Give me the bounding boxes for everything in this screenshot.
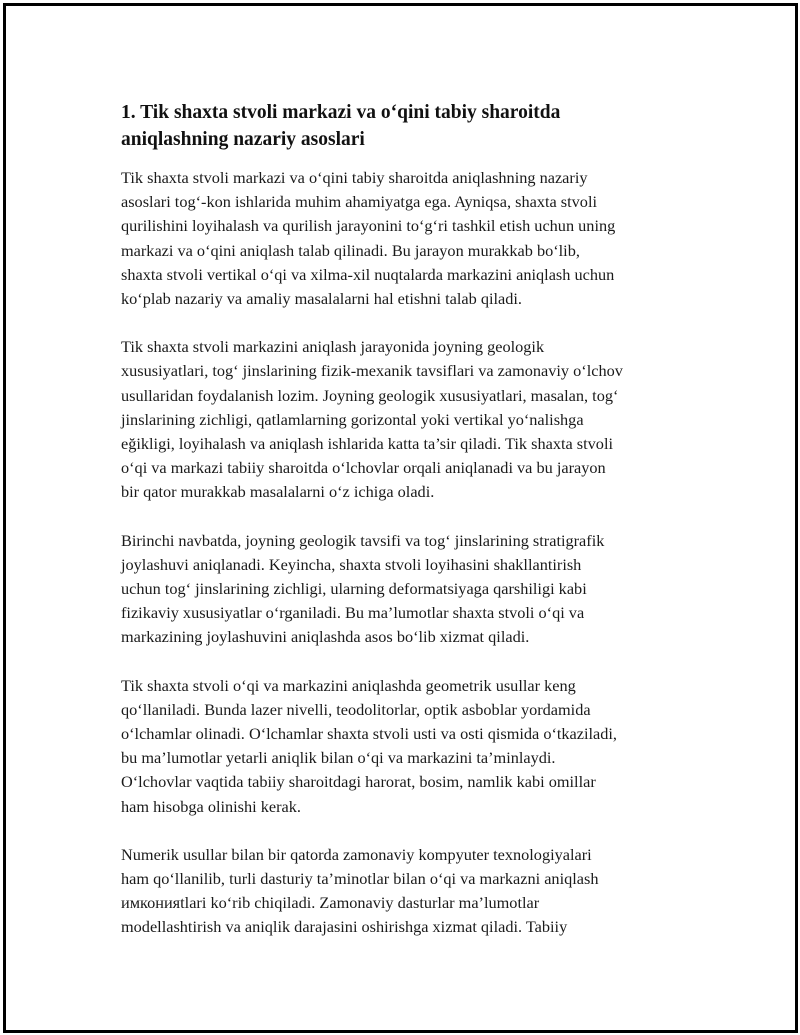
paragraph-5: Numerik usullar bilan bir qatorda zamonaviy kompyuter texnologiyalari ham qo‘llanilib, turli dasturiy ta’minotlar bilan o‘qi va markazni aniqlash имконияtlari ko‘rib chiqiladi. Zamonaviy dasturlar ma’lumotlar modellashtirish va aniqlik darajasini oshirishga xizmat qiladi. Tabiiy	[121, 844, 599, 937]
paragraph-4: Tik shaxta stvoli o‘qi va markazini aniqlashda geometrik usullar keng qo‘llaniladi. Bunda lazer nivelli, teodolitorlar, optik asboblar yordamida o‘lchamlar olinadi. O‘lchamlar shaxta stvoli usti va osti qismida o‘tkaziladi, bu ma’lumotlar yetarli aniqlik bilan o‘qi va markazini ta’minlaydi. O‘lchovlar vaqtida tabiiy sharoitdagi harorat, bosim, namlik kabi omillar ham hisobga olinishi kerak.	[121, 675, 618, 816]
paragraph-3: Birinchi navbatda, joyning geologik tavsifi va tog‘ jinslarining stratigrafik joylashuvi aniqlanadi. Keyincha, shaxta stvoli loyihasini shakllantirish uchun tog‘ jinslarining zichligi, ularning deformatsiyaga qarshiligi kabi fizikaviy xususiyatlar o‘rganiladi. Bu ma’lumotlar shaxta stvoli o‘qi va markazining joylashuvini aniqlashda asos bo‘lib xizmat qiladi.	[121, 530, 605, 647]
page-frame	[3, 3, 798, 1033]
section-heading: 1. Tik shaxta stvoli markazi va o‘qini tabiy sharoitda aniqlashning nazariy asoslari	[121, 102, 561, 150]
document-body	[121, 99, 669, 964]
paragraph-2: Tik shaxta stvoli markazini aniqlash jarayonida joyning geologik xususiyatlari, tog‘ jinslarining fizik-mexanik tavsiflari va zamonaviy o‘lchov usullaridan foydalanish lozim. Joyning geologik xususiyatlari, masalan, tog‘ jinslarining zichligi, qatlamlarning gorizontal yoki vertikal yo‘nalishga eğikligi, loyihalash va aniqlash ishlarida katta ta’sir qiladi. Tik shaxta stvoli o‘qi va markazi tabiiy sharoitda o‘lchovlar orqali aniqlanadi va bu jarayon bir qator murakkab masalalarni o‘z ichiga oladi.	[121, 337, 623, 502]
paragraph-1: Tik shaxta stvoli markazi va o‘qini tabiy sharoitda aniqlashning nazariy asoslari tog‘-kon ishlarida muhim ahamiyatga ega. Ayniqsa, shaxta stvoli qurilishini loyihalash va qurilish jarayonini to‘g‘ri tashkil etish uchun uning markazi va o‘qini aniqlash talab qilinadi. Bu jarayon murakkab bo‘lib, shaxta stvoli vertikal o‘qi va xilma-xil nuqtalarda markazini aniqlash uchun ko‘plab nazariy va amaliy masalalarni hal etishni talab qiladi.	[121, 168, 616, 309]
